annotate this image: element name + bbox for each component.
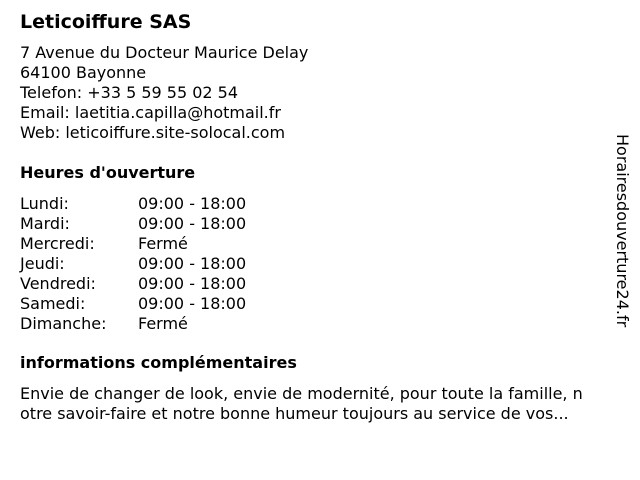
time-value: Fermé [138,314,188,333]
hours-row-sunday [20,314,246,334]
info-heading: informations complémentaires [20,353,297,372]
business-name: Leticoiffure SAS [20,11,192,33]
site-watermark: Horairesdouverture24.fr [613,134,632,328]
email-line: Email: laetitia.capilla@hotmail.fr [20,103,281,122]
time-value: 09:00 - 18:00 [138,274,247,293]
hours-row-tuesday [20,214,246,234]
hours-row-monday [20,194,246,214]
web-line: Web: leticoiffure.site-solocal.com [20,123,286,142]
hours-row-friday [20,274,246,294]
time-value: 09:00 - 18:00 [138,254,247,273]
hours-table [20,194,246,334]
time-value: 09:00 - 18:00 [138,214,247,233]
day-label: Samedi: [20,294,86,313]
time-value: 09:00 - 18:00 [138,194,247,213]
info-description [20,384,632,424]
time-value: Fermé [138,234,188,253]
day-label: Vendredi: [20,274,96,293]
hours-heading: Heures d'ouverture [20,163,196,182]
hours-row-wednesday [20,234,246,254]
day-label: Mardi: [20,214,70,233]
phone-line: Telefon: +33 5 59 55 02 54 [20,83,239,102]
info-line-2: otre savoir-faire et notre bonne humeur toujours au service de vos... [20,404,569,423]
contact-block [20,43,308,143]
day-label: Jeudi: [20,254,65,273]
address-line-1: 7 Avenue du Docteur Maurice Delay [20,43,309,62]
day-label: Mercredi: [20,234,95,253]
hours-row-saturday [20,294,246,314]
time-value: 09:00 - 18:00 [138,294,247,313]
day-label: Dimanche: [20,314,107,333]
info-line-1: Envie de changer de look, envie de modernité, pour toute la famille, n [20,384,583,403]
day-label: Lundi: [20,194,69,213]
hours-row-thursday [20,254,246,274]
address-line-2: 64100 Bayonne [20,63,147,82]
